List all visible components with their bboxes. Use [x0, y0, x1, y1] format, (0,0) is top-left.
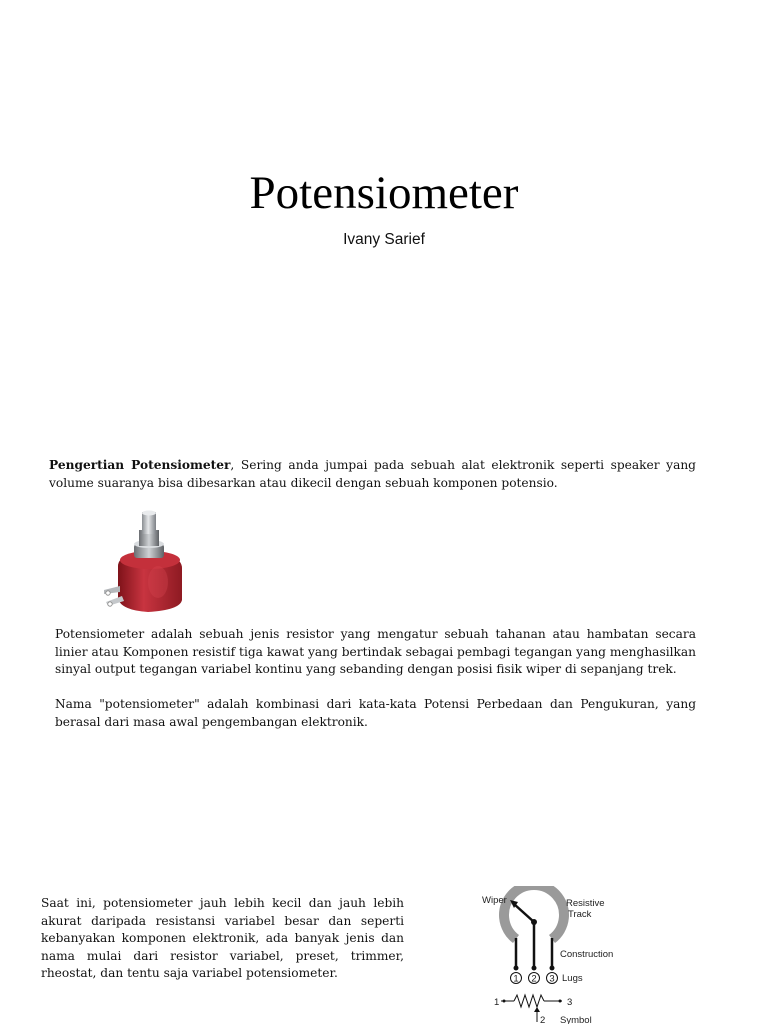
definition-paragraph: Potensiometer adalah sebuah jenis resistor yang mengatur sebuah tahanan atau hambatan secara linier atau Komponen resistif tiga kawat yang bertindak sebagai pembagi tegangan yang menghasilkan sinyal output tegangan variabel kontinu yang sebanding dengan posisi fisik wiper di sepanjang trek.: [55, 627, 696, 676]
document-title: Potensiometer: [249, 167, 519, 219]
construction-label: Construction: [560, 949, 614, 960]
potentiometer-construction-diagram: [474, 886, 634, 1024]
resistor-symbol: [514, 995, 544, 1007]
lugs-label: Lugs: [562, 973, 583, 984]
intro-paragraph: [49, 457, 696, 492]
symbol-pin-3: 3: [567, 997, 573, 1008]
symbol-pin-1: 1: [494, 997, 500, 1008]
name-origin-paragraph: Nama "potensiometer" adalah kombinasi dari kata-kata Potensi Perbedaan dan Pengukuran, yang berasal dari masa awal pengembangan elektronik.: [55, 697, 696, 729]
symbol-label: Symbol: [560, 1015, 592, 1024]
wiper-label: Wiper: [482, 895, 507, 906]
today-paragraph: Saat ini, potensiometer jauh lebih kecil dan jauh lebih akurat daripada resistansi variabel besar dan seperti kebanyakan komponen elektronik, ada banyak jenis dan nama mulai dari resistor variabel, preset, trimmer, rheostat, dan tentu saja variabel potensiometer.: [41, 896, 404, 980]
wiper-arm: [514, 904, 534, 922]
pin-3-label: 3: [549, 973, 555, 985]
intro-text: , Sering anda jumpai pada sebuah alat elektronik seperti speaker yang volume suaranya bisa dibesarkan atau dikecil dengan sebuah komponen potensio.: [49, 458, 696, 490]
resistive-label: Resistive: [566, 898, 605, 909]
pin-1-label: 1: [513, 973, 519, 985]
potentiometer-photo: [96, 508, 192, 616]
symbol-pin-2: 2: [540, 1015, 546, 1024]
pin-2-label: 2: [531, 973, 537, 985]
intro-bold-term: Pengertian Potensiometer: [49, 458, 231, 472]
document-author: Ivany Sarief: [343, 231, 425, 248]
track-label: Track: [568, 909, 592, 920]
